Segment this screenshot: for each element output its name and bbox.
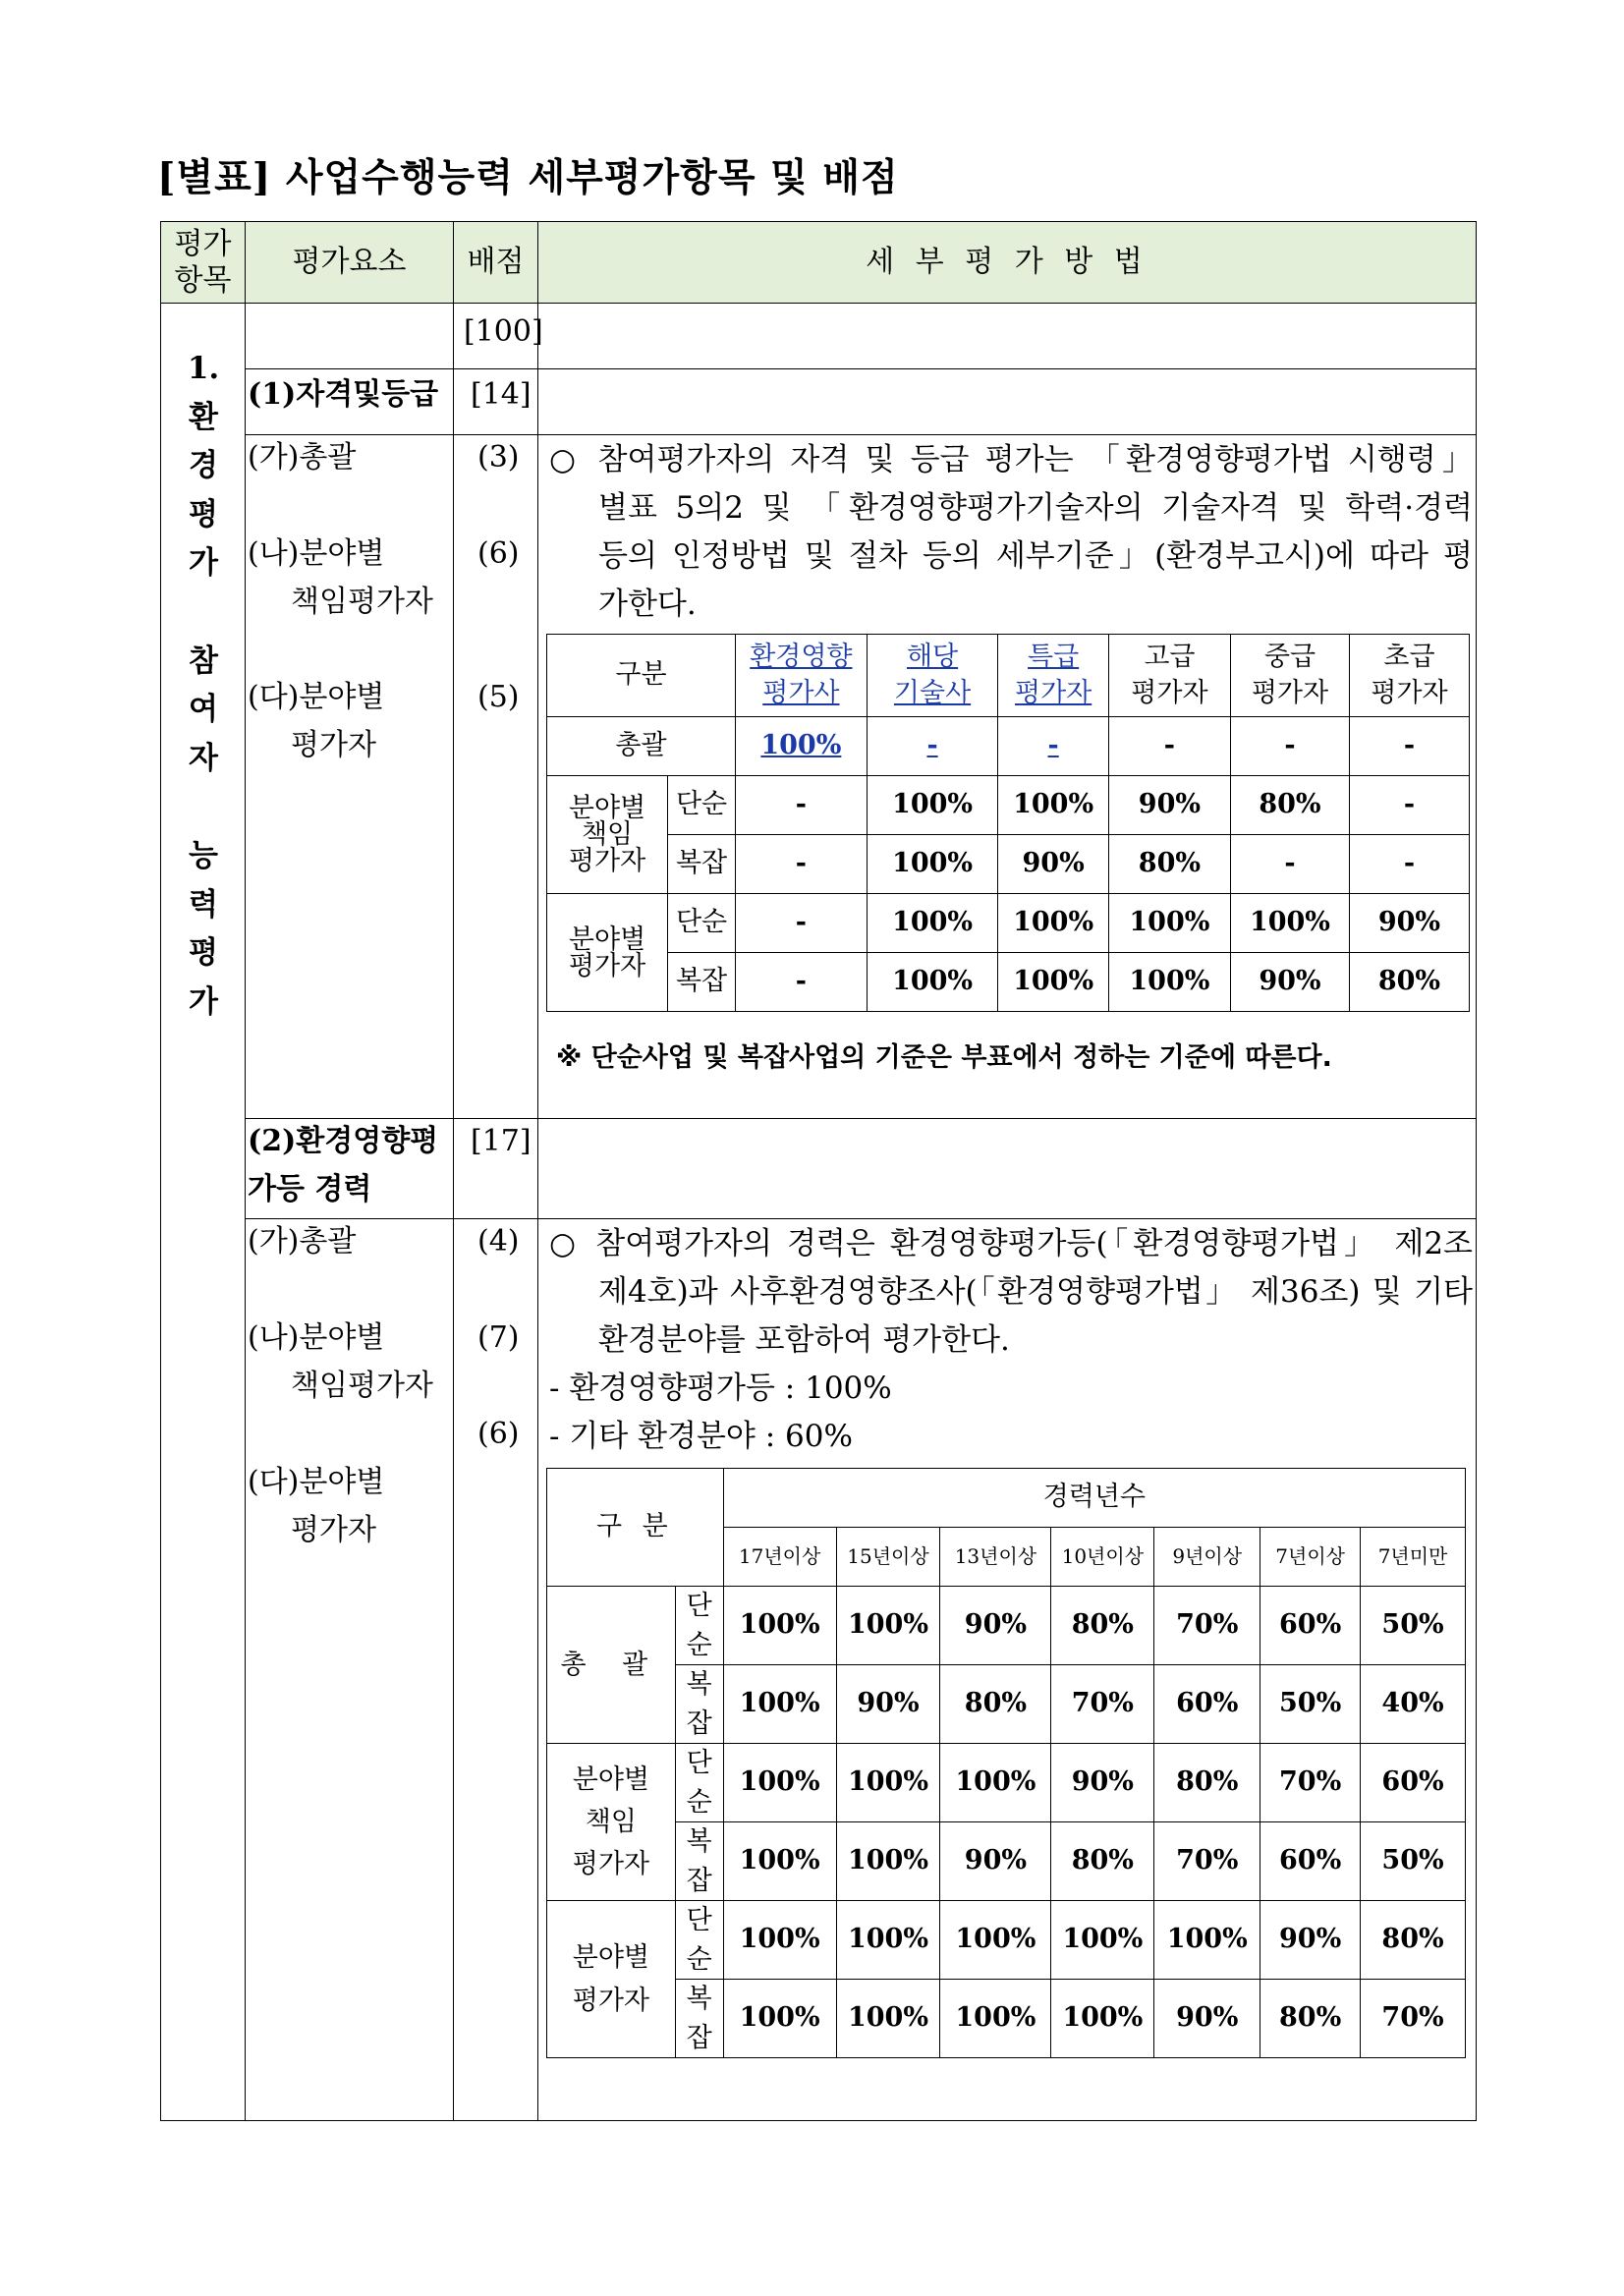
value-cell: 90% — [836, 1665, 940, 1744]
value-cell: 90% — [1154, 1980, 1260, 2058]
category-char: 1. — [187, 351, 220, 386]
value-cell: 100% — [998, 894, 1108, 953]
value-cell: 50% — [1361, 1587, 1466, 1665]
section2-item-field-evaluator-sub: 평가자 — [291, 1513, 376, 1547]
career-years-table — [546, 1468, 1466, 2058]
value-cell: 100% — [836, 1901, 940, 1980]
value-cell: 50% — [1361, 1822, 1466, 1901]
group-label-line: 평가자 — [572, 1985, 649, 2016]
value-cell: 60% — [1260, 1587, 1361, 1665]
column-header: 7년미만 — [1361, 1528, 1466, 1587]
value-cell: - — [867, 717, 998, 776]
value-cell: 90% — [1260, 1901, 1361, 1980]
value-cell: 80% — [1361, 1901, 1466, 1980]
section1-item-field-responsible-score: (6) — [477, 536, 520, 571]
column-header-line: 환경영향 — [750, 642, 853, 673]
paragraph-line: 등의 인정방법 및 절차 등의 세부기준」(환경부고시)에 따라 평 — [598, 538, 1473, 574]
section1-title: (1)자격및등급 — [248, 377, 439, 412]
value-cell: 100% — [867, 953, 998, 1012]
group-label-line: 총 괄 — [560, 1649, 662, 1680]
column-header: 13년이상 — [940, 1528, 1051, 1587]
column-header-line: 평가자 — [1014, 677, 1092, 708]
paragraph-line: 가한다. — [598, 587, 697, 622]
value-cell: - — [1349, 835, 1469, 894]
type-cell — [675, 1744, 723, 1822]
table-row — [547, 1587, 1466, 1665]
value-cell: - — [1230, 717, 1349, 776]
column-header-line: 특급 — [1028, 642, 1080, 673]
value-cell: 60% — [1260, 1822, 1361, 1901]
category-char: 가 — [189, 983, 218, 1020]
value-cell: 90% — [1230, 953, 1349, 1012]
column-divider — [453, 222, 454, 2120]
group-label-line: 분야별 — [568, 924, 646, 955]
column-header-line: 초급 — [1383, 642, 1435, 673]
value-cell: 80% — [1154, 1744, 1260, 1822]
section1-note: ※ 단순사업 및 복잡사업의 기준은 부표에서 정하는 기준에 따른다. — [556, 1042, 1332, 1073]
table-header-row — [547, 635, 1470, 717]
category-char — [161, 588, 246, 638]
section1-score: [14] — [471, 377, 532, 412]
value-cell: 100% — [836, 1822, 940, 1901]
column-header — [1230, 635, 1349, 717]
group-label-line: 분야별 — [572, 1764, 649, 1795]
qualification-grade-table — [546, 634, 1470, 1012]
value-cell: - — [1108, 717, 1230, 776]
type-cell — [675, 1980, 723, 2058]
header-evaluation-category: 평가 항목 — [174, 226, 232, 298]
value-cell: 100% — [723, 1822, 836, 1901]
value-cell: 70% — [1260, 1744, 1361, 1822]
value-cell: 70% — [1361, 1980, 1466, 2058]
value-cell: - — [1349, 776, 1469, 835]
column-header: 15년이상 — [836, 1528, 940, 1587]
value-cell: 90% — [998, 835, 1108, 894]
paragraph-line: 환경분야를 포함하여 평가한다. — [598, 1322, 1010, 1358]
value-cell: 100% — [723, 1665, 836, 1744]
value-cell: 100% — [723, 1901, 836, 1980]
column-header-line: 기술사 — [893, 677, 972, 708]
category-char: 자 — [189, 740, 218, 776]
type-cell: 복잡 — [668, 835, 736, 894]
type-cell — [675, 1665, 723, 1744]
table-corner-cell: 구 분 — [547, 1469, 724, 1587]
table-row — [547, 1901, 1466, 1980]
value-cell: 60% — [1154, 1665, 1260, 1744]
evaluation-table — [160, 221, 1477, 2121]
value-cell: 100% — [1154, 1901, 1260, 1980]
type-cell — [675, 1587, 723, 1665]
section2-item-field-responsible-sub: 책임평가자 — [291, 1369, 433, 1403]
group-label — [547, 776, 668, 894]
type-char: 순 — [686, 1943, 712, 1975]
value-cell: 100% — [1230, 894, 1349, 953]
category-char: 능 — [189, 837, 218, 873]
type-cell — [675, 1822, 723, 1901]
value-cell: 100% — [1051, 1980, 1154, 2058]
row-divider — [245, 1218, 1476, 1219]
value-cell: 100% — [1108, 894, 1230, 953]
value-cell: 100% — [836, 1980, 940, 2058]
row-divider — [245, 1118, 1476, 1119]
column-divider — [537, 222, 538, 2120]
column-header: 10년이상 — [1051, 1528, 1154, 1587]
value-cell: 100% — [940, 1744, 1051, 1822]
header-evaluation-element: 평가요소 — [292, 245, 407, 280]
column-header — [867, 635, 998, 717]
group-label-line: 책임 — [585, 1806, 637, 1837]
value-cell: 90% — [940, 1587, 1051, 1665]
category-char: 평 — [189, 496, 218, 532]
group-label — [547, 1587, 676, 1744]
value-cell: 100% — [836, 1587, 940, 1665]
value-cell: 90% — [1349, 894, 1469, 953]
type-char: 복 — [686, 1984, 712, 2015]
value-cell: 100% — [736, 717, 868, 776]
group-label — [547, 1744, 676, 1901]
category-char: 경 — [189, 448, 218, 484]
table-header-row — [547, 1469, 1466, 1528]
value-cell: 70% — [1154, 1822, 1260, 1901]
category-char — [161, 783, 246, 832]
value-cell: 100% — [998, 776, 1108, 835]
value-cell: 80% — [1260, 1980, 1361, 2058]
category-char: 평 — [189, 935, 218, 972]
table-row — [547, 1822, 1466, 1901]
section2-item-field-evaluator: (다)분야별 — [248, 1465, 385, 1499]
category-char: 력 — [189, 886, 218, 923]
value-cell: 90% — [940, 1822, 1051, 1901]
section2-paragraph — [549, 1220, 1473, 1461]
group-label-line: 책임 — [581, 819, 634, 850]
value-cell: 90% — [1051, 1744, 1154, 1822]
table-row — [547, 1665, 1466, 1744]
value-cell: 100% — [836, 1744, 940, 1822]
category-label — [161, 345, 246, 1027]
value-cell: - — [998, 717, 1108, 776]
table-row — [547, 717, 1470, 776]
row-divider — [245, 434, 1476, 435]
section1-item-field-responsible: (나)분야별 — [248, 536, 385, 571]
value-cell: 100% — [867, 776, 998, 835]
group-label-line: 분야별 — [568, 793, 646, 823]
group-label-line: 평가자 — [568, 950, 646, 981]
paragraph-line: ○ 참여평가자의 자격 및 등급 평가는 「환경영향평가법 시행령」 — [549, 442, 1473, 477]
column-header-line: 중급 — [1263, 642, 1316, 673]
type-cell: 단순 — [668, 894, 736, 953]
section1-item-general-score: (3) — [477, 440, 520, 475]
table-row — [547, 1744, 1466, 1822]
value-cell: 100% — [940, 1901, 1051, 1980]
column-header-line: 고급 — [1144, 642, 1196, 673]
column-header-line: 평가사 — [762, 677, 840, 708]
column-header — [736, 635, 868, 717]
value-cell: 100% — [998, 953, 1108, 1012]
value-cell: 40% — [1361, 1665, 1466, 1744]
value-cell: 60% — [1361, 1744, 1466, 1822]
group-label — [547, 1901, 676, 2058]
type-char: 단 — [686, 1905, 712, 1936]
group-label — [547, 894, 668, 1012]
group-label-line: 평가자 — [572, 1849, 649, 1880]
value-cell: 100% — [723, 1980, 836, 2058]
type-char: 잡 — [686, 1708, 712, 1739]
column-header — [1108, 635, 1230, 717]
category-char: 여 — [189, 692, 218, 728]
type-char: 순 — [686, 1786, 712, 1818]
value-cell: - — [1349, 717, 1469, 776]
header-detail-method: 세 부 평 가 방 법 — [866, 245, 1148, 280]
value-cell: - — [736, 776, 868, 835]
value-cell: 80% — [1230, 776, 1349, 835]
column-header: 17년이상 — [723, 1528, 836, 1587]
value-cell: 100% — [723, 1744, 836, 1822]
table-corner-cell: 구분 — [547, 635, 736, 717]
value-cell: 80% — [940, 1665, 1051, 1744]
column-header — [998, 635, 1108, 717]
section1-item-field-responsible-sub: 책임평가자 — [291, 585, 433, 619]
header-score: 배점 — [467, 245, 525, 280]
paragraph-bullet: - 기타 환경분야 : 60% — [549, 1419, 853, 1454]
value-cell: - — [736, 953, 868, 1012]
table-row — [547, 1980, 1466, 2058]
type-cell: 복잡 — [668, 953, 736, 1012]
section1-item-field-evaluator-score: (5) — [477, 680, 520, 714]
value-cell: 70% — [1154, 1587, 1260, 1665]
table-group-header: 경력년수 — [723, 1469, 1465, 1528]
value-cell: 80% — [1051, 1822, 1154, 1901]
section2-item-general-score: (4) — [477, 1224, 520, 1259]
value-cell: 90% — [1108, 776, 1230, 835]
column-header — [1349, 635, 1469, 717]
value-cell: 100% — [940, 1980, 1051, 2058]
type-char: 잡 — [686, 1865, 712, 1896]
paragraph-bullet: - 환경영향평가등 : 100% — [549, 1371, 892, 1406]
column-header-line: 평가자 — [1251, 677, 1329, 708]
row-divider — [161, 303, 1476, 304]
section2-item-general: (가)총괄 — [248, 1224, 357, 1259]
section1-item-field-evaluator: (다)분야별 — [248, 680, 385, 714]
section1-item-general: (가)총괄 — [248, 440, 357, 475]
column-header-line: 평가자 — [1131, 677, 1208, 708]
column-header-line: 해당 — [906, 642, 959, 673]
value-cell: 100% — [1051, 1901, 1154, 1980]
table-row — [547, 776, 1470, 835]
section1-item-field-evaluator-sub: 평가자 — [291, 728, 376, 762]
category-char: 가 — [189, 545, 218, 582]
type-char: 순 — [686, 1629, 712, 1660]
value-cell: 80% — [1051, 1587, 1154, 1665]
type-char: 잡 — [686, 2022, 712, 2053]
value-cell: 50% — [1260, 1665, 1361, 1744]
row-divider — [245, 368, 1476, 369]
section2-item-field-responsible: (나)분야별 — [248, 1320, 385, 1355]
value-cell: 70% — [1051, 1665, 1154, 1744]
value-cell: 100% — [867, 894, 998, 953]
column-header: 7년이상 — [1260, 1528, 1361, 1587]
value-cell: 100% — [867, 835, 998, 894]
category-char: 참 — [189, 643, 218, 679]
type-cell: 단순 — [668, 776, 736, 835]
table-row — [547, 894, 1470, 953]
value-cell: 100% — [1108, 953, 1230, 1012]
group-label-line: 분야별 — [572, 1942, 649, 1974]
type-char: 복 — [686, 1669, 712, 1701]
type-char: 단 — [686, 1748, 712, 1779]
paragraph-line: ○ 참여평가자의 경력은 환경영향평가등(「환경영향평가법」 제2조 — [549, 1226, 1473, 1261]
value-cell: 80% — [1349, 953, 1469, 1012]
section2-item-field-responsible-score: (7) — [477, 1320, 520, 1355]
section2-item-field-evaluator-score: (6) — [477, 1417, 520, 1451]
type-char: 복 — [686, 1826, 712, 1858]
total-score: [100] — [464, 314, 543, 349]
document-title: [별표] 사업수행능력 세부평가항목 및 배점 — [157, 155, 899, 200]
type-cell — [675, 1901, 723, 1980]
paragraph-line: 제4호)과 사후환경영향조사(「환경영향평가법」 제36조) 및 기타 — [598, 1274, 1473, 1310]
table-row — [547, 835, 1470, 894]
value-cell: - — [736, 894, 868, 953]
column-header-line: 평가자 — [1371, 677, 1448, 708]
category-char: 환 — [189, 399, 218, 435]
type-char: 단 — [686, 1591, 712, 1622]
group-label-line: 평가자 — [568, 846, 646, 876]
section2-score: [17] — [471, 1124, 532, 1158]
section2-title: (2)환경영향평 — [248, 1124, 439, 1158]
paragraph-line: 별표 5의2 및 「환경영향평가기술자의 기술자격 및 학력·경력 — [598, 490, 1473, 526]
value-cell: - — [736, 835, 868, 894]
value-cell: 100% — [723, 1587, 836, 1665]
column-header: 9년이상 — [1154, 1528, 1260, 1587]
section2-title-line2: 가등 경력 — [248, 1172, 372, 1206]
value-cell: - — [1230, 835, 1349, 894]
table-row — [547, 953, 1470, 1012]
row-label: 총괄 — [547, 717, 736, 776]
section1-paragraph — [549, 436, 1473, 629]
value-cell: 80% — [1108, 835, 1230, 894]
